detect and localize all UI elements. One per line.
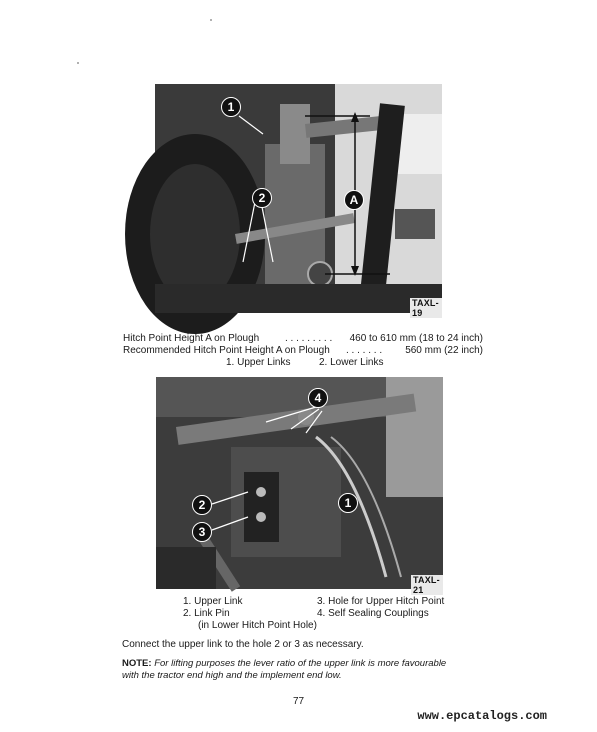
note-line-1: For lifting purposes the lever ratio of the upper link is more favourable (154, 658, 447, 669)
scan-speck (210, 19, 212, 21)
note-paragraph (122, 658, 502, 682)
leader-dots: . . . . . . . . . (285, 333, 333, 344)
note-line-2: with the tractor end high and the implement end low. (122, 670, 342, 681)
leader-dots: . . . . . . . (346, 345, 383, 356)
spec-label: Recommended Hitch Point Height A on Plough (123, 345, 330, 356)
hitch-photo-illustration (155, 84, 442, 313)
instruction-text: Connect the upper link to the hole 2 or 3 as necessary. (122, 639, 364, 650)
legend-lower-links: 2. Lower Links (319, 357, 384, 368)
watermark-url: www.epcatalogs.com (417, 709, 547, 723)
legend-link-pin: 2. Link Pin (183, 608, 230, 619)
spec-label: Hitch Point Height A on Plough (123, 333, 260, 344)
callout-1-upper-links: 1 (221, 97, 241, 117)
legend-upper-link: 1. Upper Link (183, 596, 243, 607)
callout-a-hitch-height: A (344, 190, 364, 210)
figure-hitch-height-photo (155, 84, 442, 318)
callout-2-lower-links: 2 (252, 188, 272, 208)
page-number: 77 (292, 696, 305, 707)
figure-upper-link-photo (156, 377, 443, 595)
callout-2-link-pin: 2 (192, 495, 212, 515)
figure-code: TAXL-19 (410, 298, 442, 318)
callout-4-self-sealing-couplings: 4 (308, 388, 328, 408)
legend-self-sealing-couplings: 4. Self Sealing Couplings (317, 608, 429, 619)
scan-speck (77, 62, 79, 64)
figure-code: TAXL-21 (411, 575, 443, 595)
legend-link-pin-note: (in Lower Hitch Point Hole) (198, 620, 317, 631)
legend-upper-links: 1. Upper Links (226, 357, 291, 368)
upper-link-photo-illustration (156, 377, 443, 589)
callout-1-upper-link: 1 (338, 493, 358, 513)
spec-value: 460 to 610 mm (18 to 24 inch) (349, 333, 483, 344)
callout-3-upper-hitch-hole: 3 (192, 522, 212, 542)
spec-value: 560 mm (22 inch) (405, 345, 483, 356)
note-label: NOTE: (122, 658, 152, 669)
legend-upper-hitch-hole: 3. Hole for Upper Hitch Point (317, 596, 445, 607)
